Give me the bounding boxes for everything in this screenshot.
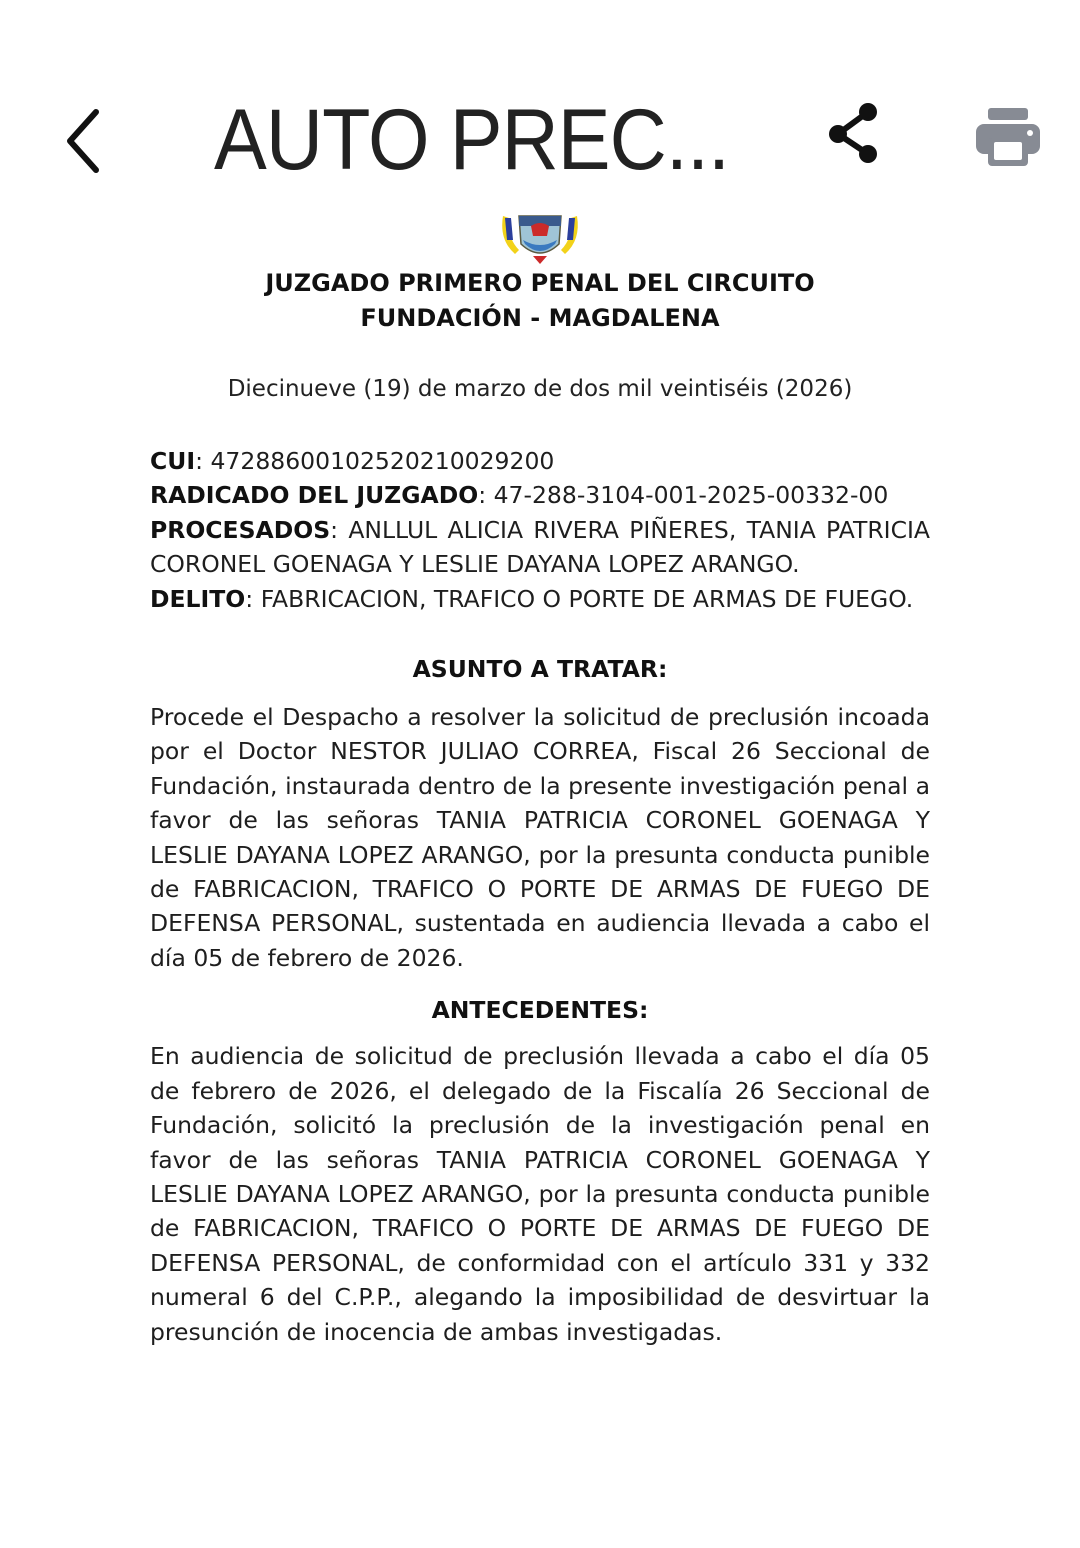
field-value: ANLLUL ALICIA RIVERA PIÑERES, TANIA PATRICIA CORONEL GOENAGA Y LESLIE DAYANA LOPEZ ARANGO. (150, 515, 930, 579)
top-toolbar (0, 80, 1080, 200)
field-label: DELITO (150, 584, 246, 613)
document-page (150, 210, 930, 1349)
field-value: 47-288-3104-001-2025-00332-00 (493, 481, 889, 510)
share-icon (824, 100, 884, 164)
document-date: Diecinueve (19) de marzo de dos mil veintiséis (2026) (227, 376, 853, 402)
chevron-left-icon (56, 104, 116, 174)
field-radicado: RADICADO DEL JUZGADO: 47-288-3104-001-2025-00332-00 (150, 481, 889, 510)
field-value: 47288600102520210029200 (210, 447, 555, 475)
field-cui: CUI: 47288600102520210029200 (150, 447, 555, 475)
printer-icon (974, 108, 1042, 166)
print-button[interactable] (974, 108, 1042, 166)
court-name-line2: FUNDACIÓN - MAGDALENA (360, 304, 720, 332)
field-label: RADICADO DEL JUZGADO (150, 481, 479, 510)
case-fields (150, 444, 930, 616)
court-name-line1: JUZGADO PRIMERO PENAL DEL CIRCUITO (265, 269, 815, 297)
field-delito: DELITO: FABRICACION, TRAFICO O PORTE DE ARMAS DE FUEGO. (150, 584, 914, 613)
section-text-asunto: Procede el Despacho a resolver la solicitud de preclusión incoada por el Doctor NESTOR JULIAO CORREA, Fiscal 26 Seccional de Fundación, instaurada dentro de la presente investigación penal a favor de las señoras TANIA PATRICIA CORONEL GOENAGA Y LESLIE DAYANA LOPEZ ARANGO, por la presunta conducta punible de FABRICACION, TRAFICO O PORTE DE ARMAS DE FUEGO DE DEFENSA PERSONAL, sustentada en audiencia llevada a cabo el día 05 de febrero de 2026. (150, 703, 930, 972)
field-value: FABRICACION, TRAFICO O PORTE DE ARMAS DE FUEGO. (260, 584, 914, 613)
field-label: CUI (150, 447, 196, 475)
share-button[interactable] (824, 100, 884, 164)
document-title: AUTO PREC... (214, 92, 730, 188)
section-heading-antecedentes: ANTECEDENTES: (431, 996, 649, 1025)
field-label: PROCESADOS (150, 515, 331, 544)
section-heading-asunto: ASUNTO A TRATAR: (412, 655, 668, 684)
coat-of-arms-icon (495, 210, 585, 266)
field-procesados: PROCESADOS: ANLLUL ALICIA RIVERA PIÑERES, TANIA PATRICIA CORONEL GOENAGA Y LESLIE DAYANA LOPEZ ARANGO. (150, 515, 930, 579)
back-button[interactable] (56, 104, 116, 174)
section-text-antecedentes: En audiencia de solicitud de preclusión llevada a cabo el día 05 de febrero de 2026, el delegado de la Fiscalía 26 Seccional de Fundación, solicitó la preclusión de la investigación penal en favor de las señoras TANIA PATRICIA CORONEL GOENAGA Y LESLIE DAYANA LOPEZ ARANGO, por la presunta conducta punible de FABRICACION, TRAFICO O PORTE DE ARMAS DE FUEGO DE DEFENSA PERSONAL, de conformidad con el artículo 331 y 332 numeral 6 del C.P.P., alegando la imposibilidad de desvirtuar la presunción de inocencia de ambas investigadas. (150, 1042, 930, 1346)
